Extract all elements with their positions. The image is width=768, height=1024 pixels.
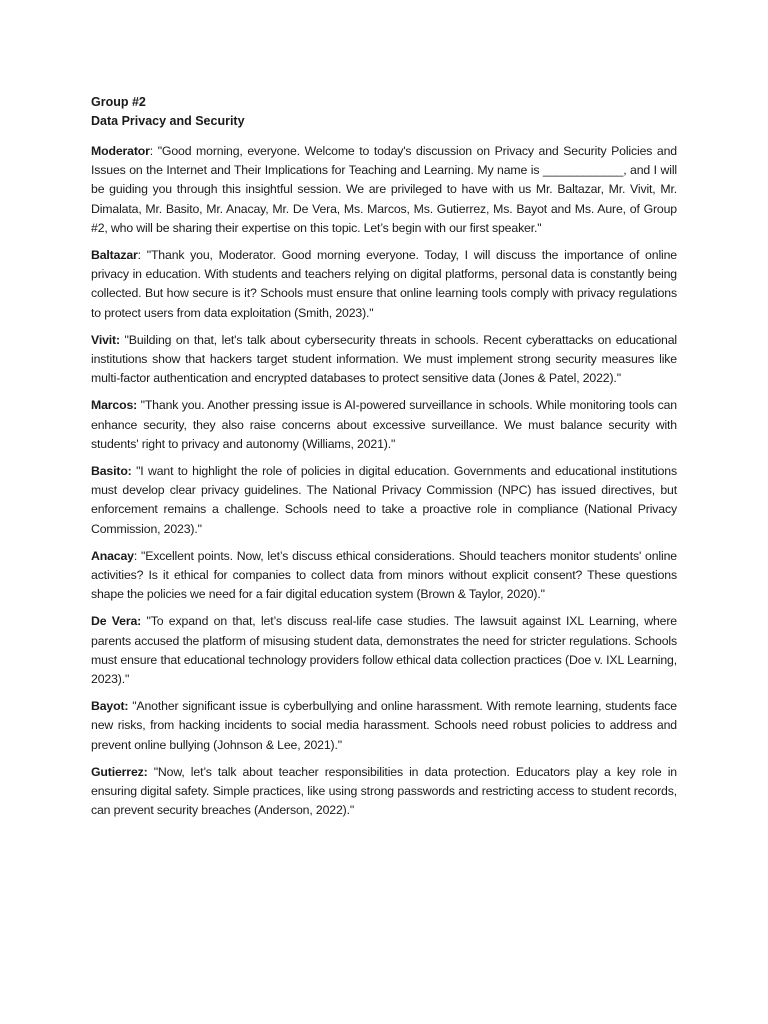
speech-text: "To expand on that, let’s discuss real-life case studies. The lawsuit against IXL Learning, where parents accused the platform of misusing student data, demonstrates the need for stricter regulations. Schools must ensure that educational technology providers follow ethical data collection practices (Doe v. IXL Learning, 2023)." xyxy=(91,614,677,687)
group-label: Group #2 xyxy=(91,95,146,109)
speech-text: "Excellent points. Now, let’s discuss ethical considerations. Should teachers monitor students' online activities? Is it ethical for companies to collect data from minors without explicit consent? These questions shape the policies we need for a fair digital education system (Brown & Taylor, 2020)." xyxy=(91,548,677,602)
speaker-name: Baltazar xyxy=(91,248,138,263)
speaker-separator: : xyxy=(133,548,142,563)
speech-text: "Thank you. Another pressing issue is AI-powered surveillance in schools. While monitoring tools can enhance security, they also raise concerns about excessive surveillance. We must balance security with students' right to privacy and autonomy (Williams, 2021)." xyxy=(91,398,677,451)
dialogue-paragraph-gutierrez xyxy=(91,763,677,821)
speech-text: "Building on that, let's talk about cybersecurity threats in schools. Recent cyberattacks on educational institutions show that hackers target student information. We must implement strong security measures like multi-factor authentication and encrypted databases to protect sensitive data (Jones & Patel, 2022)." xyxy=(91,332,677,386)
speaker-name: Marcos: xyxy=(91,398,138,413)
dialogue-paragraph-baltazar xyxy=(91,246,677,323)
speaker-name: Anacay xyxy=(91,548,134,563)
dialogue-paragraph-bayot xyxy=(91,697,677,755)
speech-text: "I want to highlight the role of policies in digital education. Governments and educational institutions must develop clear privacy guidelines. The National Privacy Commission (NPC) has issued directives, but enforcement remains a challenge. Schools need to take a proactive role in compliance (National Privacy Commission, 2023)." xyxy=(91,464,677,536)
speech-text: "Now, let’s talk about teacher responsibilities in data protection. Educators play a key role in ensuring digital safety. Simple practices, like using strong passwords and restricting access to student records, can prevent security breaches (Anderson, 2022)." xyxy=(91,764,677,818)
speaker-separator: : xyxy=(149,144,158,158)
speaker-separator: : xyxy=(137,248,147,263)
document-title: Data Privacy and Security xyxy=(91,114,245,128)
dialogue-paragraph-moderator xyxy=(91,142,677,238)
speaker-name: Moderator xyxy=(91,144,150,158)
speaker-name: Basito: xyxy=(91,464,132,479)
speech-text: "Another significant issue is cyberbullying and online harassment. With remote learning, students face new risks, from hacking incidents to social media harassment. Schools need robust policies to address and prevent online bullying (Johnson & Lee, 2021)." xyxy=(91,699,677,752)
dialogue-paragraph-anacay xyxy=(91,547,677,605)
speaker-name: Vivit: xyxy=(91,332,120,347)
speech-text: "Thank you, Moderator. Good morning everyone. Today, I will discuss the importance of online privacy in education. With students and teachers relying on digital platforms, personal data is constantly being collected. But how secure is it? Schools must ensure that online learning tools comply with privacy regulations to protect users from data exploitation (Smith, 2023)." xyxy=(91,248,677,320)
dialogue-paragraph-de-vera xyxy=(91,612,677,689)
dialogue-paragraph-vivit xyxy=(91,331,677,389)
speech-text: "Good morning, everyone. Welcome to today's discussion on Privacy and Security Policies and Issues on the Internet and Their Implications for Teaching and Learning. My name is ____________, and I will be guiding you through this insightful session. We are privileged to have with us Mr. Baltazar, Mr. Vivit, Mr. Dimalata, Mr. Basito, Mr. Anacay, Mr. De Vera, Ms. Marcos, Ms. Gutierrez, Ms. Bayot and Ms. Aure, of Group #2, who will be sharing their expertise on this topic. Let’s begin with our first speaker." xyxy=(91,144,677,235)
speaker-name: Gutierrez: xyxy=(91,764,148,779)
document-page xyxy=(91,93,677,829)
dialogue-paragraph-marcos xyxy=(91,396,677,454)
dialogue-body xyxy=(91,142,677,821)
document-header xyxy=(91,93,677,131)
dialogue-paragraph-basito xyxy=(91,462,677,539)
speaker-name: De Vera: xyxy=(91,614,142,629)
speaker-name: Bayot: xyxy=(91,699,129,714)
